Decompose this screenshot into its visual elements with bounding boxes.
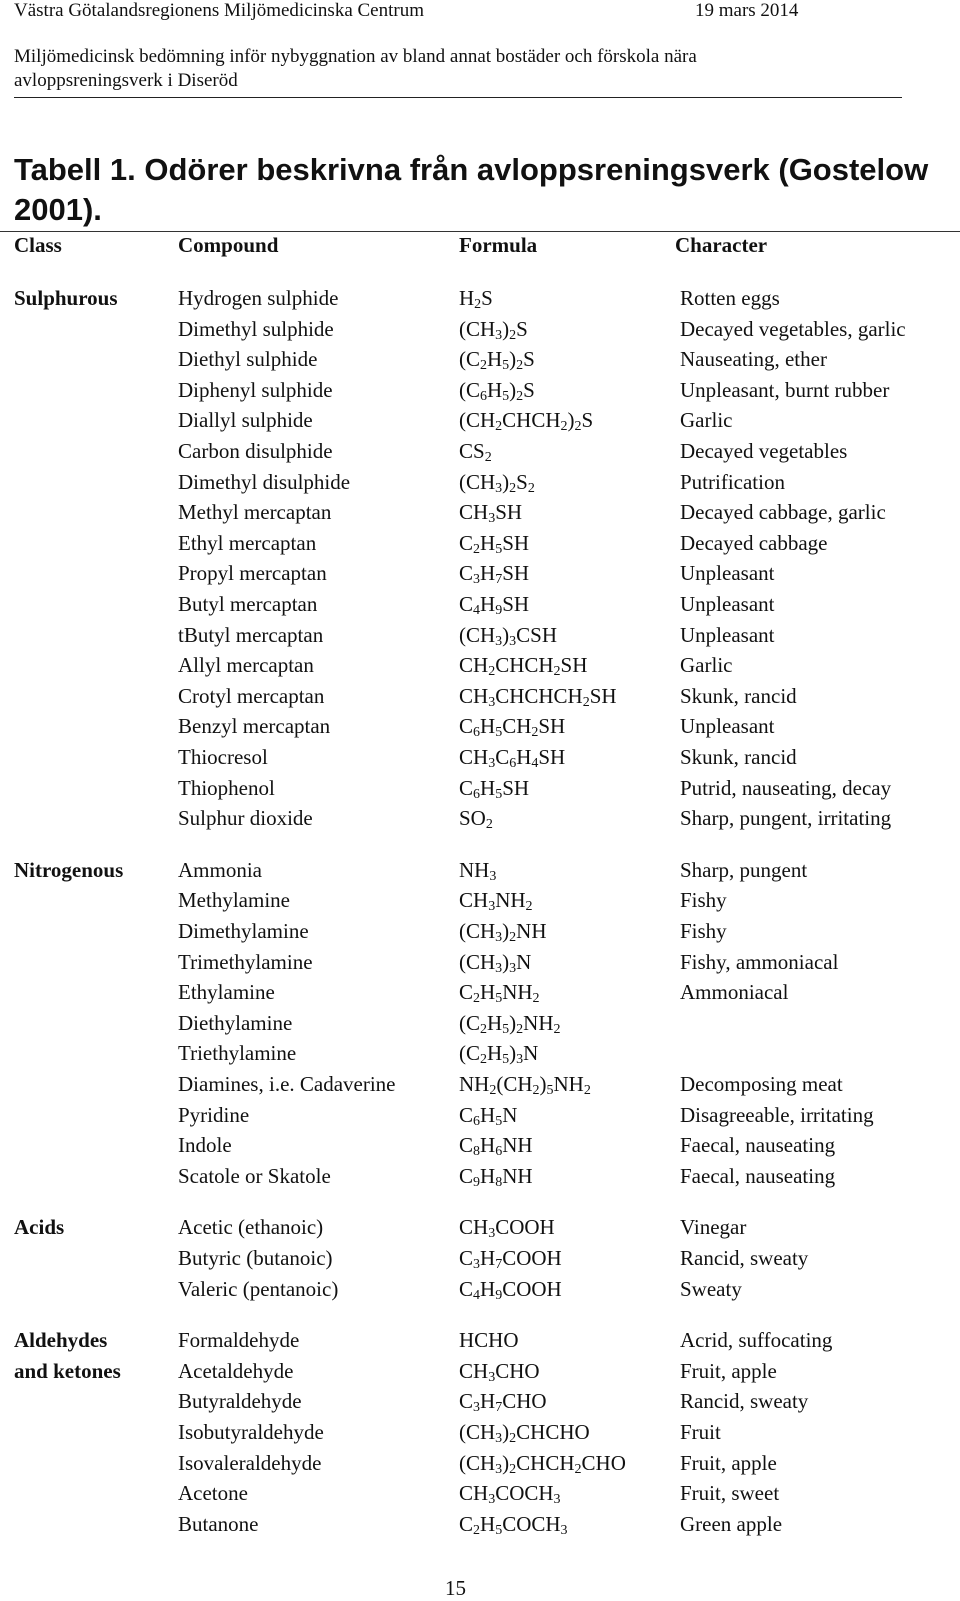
compound-cell: Pyridine [178, 1102, 250, 1127]
formula-cell: $CH_3NH_2$ [459, 888, 533, 915]
formula-cell: $NH_2(CH_2)_5NH_2$ [459, 1072, 591, 1098]
character-cell: Fishy, ammoniacal [680, 949, 839, 974]
compound-cell: Diamines, i.e. Cadaverine [178, 1072, 396, 1096]
compound-cell: Isovaleraldehyde [178, 1450, 322, 1475]
character-cell: Decomposing meat [680, 1072, 843, 1096]
compound-cell: Acetone [178, 1481, 248, 1506]
compound-cell: Butyraldehyde [178, 1389, 302, 1414]
character-cell: Fruit, apple [680, 1450, 777, 1475]
character-cell: Rancid, sweaty [680, 1389, 809, 1414]
character-cell: Fruit, sweet [680, 1481, 780, 1506]
compound-cell: Benzyl mercaptan [178, 714, 331, 739]
header-organization: Västra Götalandsregionens Miljömedicinska Centrum [14, 0, 424, 21]
compound-cell: Valeric (pentanoic) [178, 1276, 339, 1301]
column-header-character: Character [675, 233, 768, 257]
formula-cell: $C_6H_5N$ [459, 1102, 518, 1129]
compound-cell: Hydrogen sulphide [178, 286, 339, 310]
compound-cell: Methyl mercaptan [178, 500, 332, 525]
compound-cell: Dimethyl disulphide [178, 469, 351, 494]
compound-cell: Methylamine [178, 888, 290, 913]
compound-cell: Diallyl sulphide [178, 408, 313, 433]
compound-cell: Sulphur dioxide [178, 806, 313, 831]
formula-cell: $(CH_2CHCH_2)_2S$ [459, 408, 594, 435]
formula-cell: $C_2H_5SH$ [459, 530, 530, 557]
character-cell: Fishy [680, 919, 727, 943]
compound-cell: Diphenyl sulphide [178, 377, 333, 402]
formula-cell: $C_2H_5COCH_3$ [459, 1511, 568, 1538]
character-cell: Sweaty [680, 1276, 742, 1301]
character-cell: Unpleasant [680, 561, 775, 586]
character-cell: Putrification [680, 469, 785, 494]
character-cell: Vinegar [680, 1215, 747, 1240]
formula-cell: $C_3H_7CHO$ [459, 1389, 547, 1416]
compound-cell: Ethyl mercaptan [178, 530, 317, 555]
class-label: Nitrogenous [14, 857, 124, 882]
compound-cell: Ethylamine [178, 980, 275, 1005]
character-cell: Rancid, sweaty [680, 1246, 809, 1270]
page-number: 15 [445, 1576, 466, 1600]
compound-cell: Butyric (butanoic) [178, 1246, 333, 1270]
formula-cell: $(C_2H_5)_2S$ [459, 347, 535, 374]
compound-cell: Diethylamine [178, 1010, 293, 1035]
formula-cell: $CH_3CHO$ [459, 1358, 540, 1385]
character-cell: Decayed vegetables [680, 439, 848, 463]
compound-cell: Dimethylamine [178, 919, 309, 943]
compound-cell: Ammonia [178, 857, 262, 882]
formula-cell: $SO_2$ [459, 806, 493, 833]
compound-cell: Allyl mercaptan [178, 653, 314, 678]
formula-cell: $C_4H_9COOH$ [459, 1276, 562, 1303]
formula-cell: $(C_2H_5)_2NH_2$ [459, 1010, 561, 1037]
formula-cell: $(CH_3)_3CSH$ [459, 622, 558, 649]
header-subtitle-line1: Miljömedicinsk bedömning inför nybyggnation av bland annat bostäder och förskola nära [14, 46, 697, 67]
compound-cell: Carbon disulphide [178, 439, 333, 463]
character-cell: Sharp, pungent [680, 857, 808, 882]
compound-cell: Isobutyraldehyde [178, 1420, 324, 1444]
character-cell: Garlic [680, 408, 733, 433]
compound-cell: Indole [178, 1133, 232, 1158]
character-cell: Unpleasant [680, 714, 775, 739]
header-subtitle-line2: avloppsreningsverk i Diseröd [14, 70, 238, 91]
character-cell: Fishy [680, 888, 727, 913]
formula-cell: $CH_3C_6H_4SH$ [459, 745, 566, 771]
character-cell: Acrid, suffocating [680, 1328, 833, 1353]
character-cell: Faecal, nauseating [680, 1133, 836, 1158]
formula-cell: $(C_6H_5)_2S$ [459, 377, 535, 404]
character-cell: Decayed vegetables, garlic [680, 316, 906, 341]
compound-cell: Dimethyl sulphide [178, 316, 334, 341]
column-header-class: Class [14, 233, 62, 257]
character-cell: Sharp, pungent, irritating [680, 806, 892, 831]
formula-cell: $CH_3SH$ [459, 500, 523, 527]
formula-cell: $CH_2CHCH_2SH$ [459, 653, 588, 680]
compound-cell: Scatole or Skatole [178, 1163, 331, 1188]
character-cell: Putrid, nauseating, decay [680, 775, 892, 800]
formula-cell: $H_2S$ [459, 286, 493, 312]
formula-cell: HCHO [459, 1328, 519, 1353]
formula-cell: $C_9H_8NH$ [459, 1163, 533, 1190]
table-caption: Tabell 1. Odörer beskrivna från avloppsreningsverk (Gostelow 2001). [14, 152, 929, 227]
character-cell: Rotten eggs [680, 286, 780, 310]
header-date: 19 mars 2014 [695, 0, 799, 21]
formula-cell: $(CH_3)_2CHCH_2CHO$ [459, 1450, 626, 1477]
compound-cell: tButyl mercaptan [178, 622, 324, 647]
compound-cell: Propyl mercaptan [178, 561, 327, 586]
compound-cell: Crotyl mercaptan [178, 683, 325, 708]
compound-cell: Trimethylamine [178, 949, 313, 974]
character-cell: Decayed cabbage [680, 530, 828, 555]
character-cell: Green apple [680, 1511, 783, 1536]
character-cell: Decayed cabbage, garlic [680, 500, 886, 525]
formula-cell: $C_8H_6NH$ [459, 1133, 533, 1160]
compound-cell: Acetic (ethanoic) [178, 1215, 324, 1240]
formula-cell: $(CH_3)_2CHCHO$ [459, 1420, 590, 1446]
character-cell: Unpleasant [680, 592, 775, 616]
column-header-formula: Formula [459, 233, 538, 257]
compound-cell: Acetaldehyde [178, 1358, 294, 1383]
formula-cell: $C_3H_7SH$ [459, 561, 530, 588]
formula-cell: $CH_3COCH_3$ [459, 1481, 561, 1508]
character-cell: Fruit, apple [680, 1358, 777, 1383]
compound-cell: Thiocresol [178, 745, 268, 769]
compound-cell: Butyl mercaptan [178, 592, 318, 616]
formula-cell: $(CH_3)_3N$ [459, 949, 532, 976]
formula-cell: $C_3H_7COOH$ [459, 1246, 562, 1272]
character-cell: Unpleasant [680, 622, 775, 647]
character-cell: Faecal, nauseating [680, 1163, 836, 1188]
character-cell: Skunk, rancid [680, 745, 797, 769]
formula-cell: $C_4H_9SH$ [459, 592, 530, 618]
compound-cell: Diethyl sulphide [178, 347, 318, 372]
formula-cell: $C_2H_5NH_2$ [459, 980, 540, 1007]
character-cell: Garlic [680, 653, 733, 678]
compound-cell: Butanone [178, 1511, 259, 1536]
formula-cell: $CS_2$ [459, 439, 492, 465]
character-cell: Disagreeable, irritating [680, 1102, 874, 1127]
formula-cell: $C_6H_5SH$ [459, 775, 530, 802]
formula-cell: $(CH_3)_2NH$ [459, 919, 547, 945]
class-label: Acids [14, 1215, 65, 1240]
character-cell: Unpleasant, burnt rubber [680, 377, 890, 402]
compound-cell: Thiophenol [178, 775, 275, 800]
compound-cell: Triethylamine [178, 1041, 297, 1066]
formula-cell: $C_6H_5CH_2SH$ [459, 714, 566, 741]
class-label: Aldehydes [14, 1328, 108, 1353]
class-label: and ketones [14, 1358, 121, 1383]
character-cell: Fruit [680, 1420, 721, 1444]
character-cell: Ammoniacal [680, 980, 789, 1005]
formula-cell: $CH_3COOH$ [459, 1215, 555, 1242]
formula-cell: $(CH_3)_2S$ [459, 316, 528, 343]
character-cell: Nauseating, ether [680, 347, 827, 372]
column-header-compound: Compound [178, 233, 279, 257]
formula-cell: $(C_2H_5)_3N$ [459, 1041, 539, 1068]
formula-cell: $(CH_3)_2S_2$ [459, 469, 535, 496]
character-cell: Skunk, rancid [680, 683, 797, 708]
formula-cell: $NH_3$ [459, 857, 497, 884]
formula-cell: $CH_3CHCHCH_2SH$ [459, 683, 617, 710]
class-label: Sulphurous [14, 286, 118, 310]
compound-cell: Formaldehyde [178, 1328, 300, 1353]
